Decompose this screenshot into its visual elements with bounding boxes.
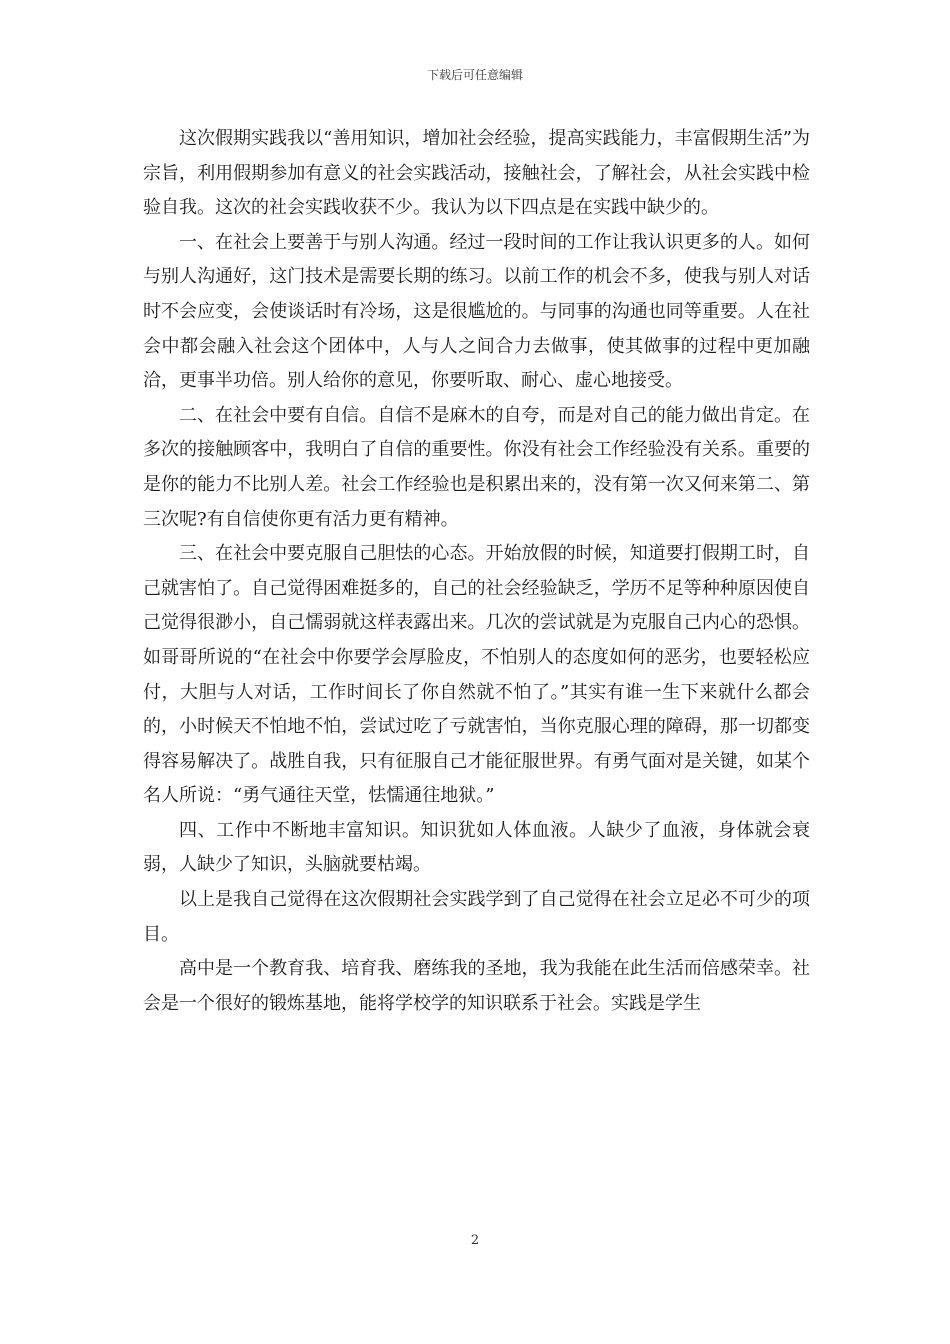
paragraph-point-two: 二、在社会中要有自信。自信不是麻木的自夸，而是对自己的能力做出肯定。在多次的接触顾客中，我明白了自信的重要性。你没有社会工作经验没有关系。重要的是你的能力不比别人差。社会工作经验也是积累出来的，没有第一次又何来第二、第三次呢?有自信使你更有活力更有精神。	[143, 404, 810, 530]
paragraph-intro: 这次假期实践我以“善用知识，增加社会经验，提高实践能力，丰富假期生活”为宗旨，利用假期参加有意义的社会实践活动，接触社会，了解社会，从社会实践中检验自我。这次的社会实践收获不少。我认为以下四点是在实践中缺少的。	[143, 128, 810, 219]
paragraph-point-three: 三、在社会中要克服自己胆怯的心态。开始放假的时候，知道要打假期工时，自己就害怕了。自己觉得困难挺多的，自己的社会经验缺乏，学历不足等种种原因使自己觉得很渺小，自己懦弱就这样表露出来。几次的尝试就是为克服自己内心的恐惧。如哥哥所说的“在社会中你要学会厚脸皮，不怕别人的态度如何的恶劣，也要轻松应付，大胆与人对话，工作时间长了你自然就不怕了。”其实有谁一生下来就什么都会的，小时候天不怕地不怕，尝试过吃了亏就害怕，当你克服心理的障碍，那一切都变得容易解决了。战胜自我，只有征服自己才能征服世界。有勇气面对是关键，如某个名人所说：“勇气通往天堂，怯懦通往地狱。”	[143, 543, 810, 807]
document-body	[143, 122, 810, 1021]
page-number: 2	[470, 1233, 480, 1248]
page-header: 下载后可任意编辑	[426, 68, 523, 82]
paragraph-point-one: 一、在社会上要善于与别人沟通。经过一段时间的工作让我认识更多的人。如何与别人沟通好，这门技术是需要长期的练习。以前工作的机会不多，使我与别人对话时不会应变，会使谈话时有冷场，这是很尴尬的。与同事的沟通也同等重要。人在社会中都会融入社会这个团体中，人与人之间合力去做事，使其做事的过程中更加融洽，更事半功倍。别人给你的意见，你要听取、耐心、虚心地接受。	[143, 231, 810, 392]
paragraph-point-four: 四、工作中不断地丰富知识。知识犹如人体血液。人缺少了血液，身体就会衰弱，人缺少了知识，头脑就要枯竭。	[143, 819, 810, 876]
paragraph-closing: 高中是一个教育我、培育我、磨练我的圣地，我为我能在此生活而倍感荣幸。社会是一个很好的锻炼基地，能将学校学的知识联系于社会。实践是学生	[143, 958, 810, 1014]
paragraph-summary: 以上是我自己觉得在这次假期社会实践学到了自己觉得在社会立足必不可少的项目。	[143, 889, 810, 945]
